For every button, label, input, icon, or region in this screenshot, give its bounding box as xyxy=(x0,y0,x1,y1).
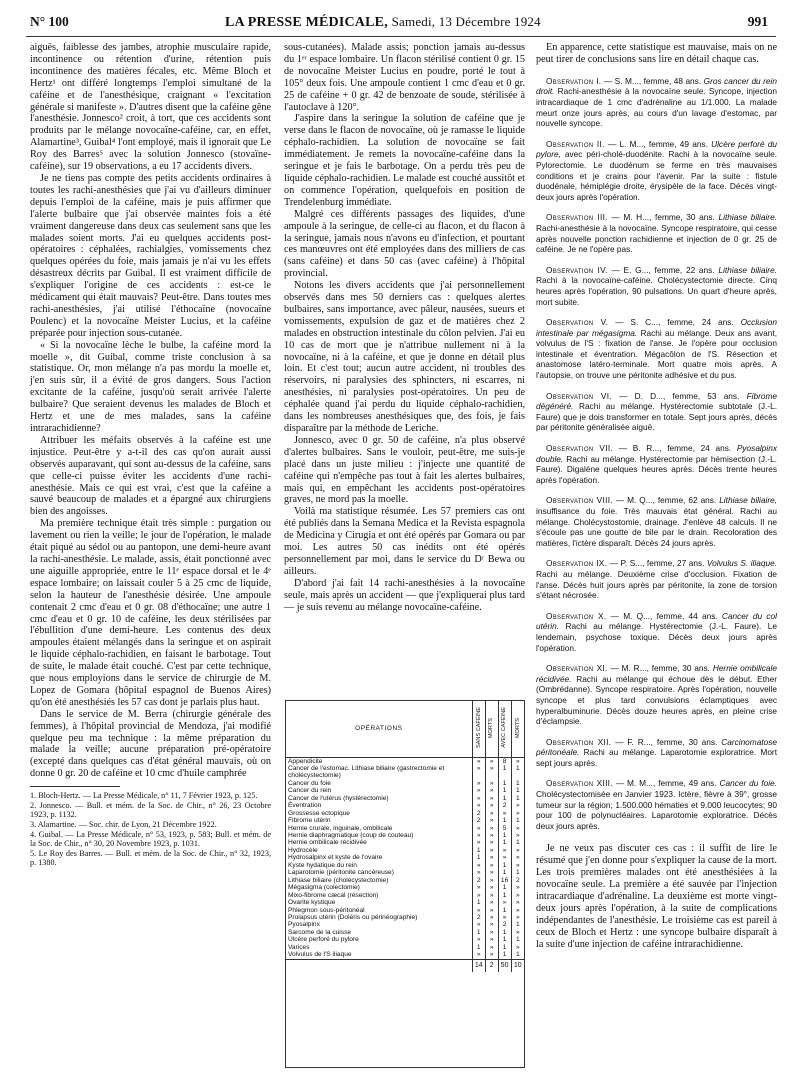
count-cell: » xyxy=(485,765,498,780)
observation-label: Observation IX. xyxy=(546,558,608,569)
paragraph: Je ne veux pas discuter ces cas : il suffit de lire le résumé que j'en donne pour s'expliquer la cause de la mort. Les trois premières malades ont été anesthésiées à la novocaïne seule. La première a été sauvée par l'injection intracardiaque d'adrénaline. La deuxième est morte vingt-deux jours après l'opération, à la suite de complications indépendantes de l'anesthésie. Le troisième cas est pareil à ceux de Bloch et Hertz : une syncope bulbaire disparaît à la suite d'une injection de caféine intrarachidienne. xyxy=(536,843,777,950)
paragraph: Jonnesco, avec 0 gr. 50 de caféine, n'a plus observé d'alertes bulbaires. Sans le vouloir, peut-être, me suis-je placé dans un juste milieu : j'injecte une quantité de caféine qui n'empêche pas tout à fait les alertes bulbaires, mais qui, en empêchant les accidents post-opératoires graves, ne mord pas la moelle. xyxy=(284,434,525,506)
total-cell: 50 xyxy=(498,959,511,972)
count-cell: 1 xyxy=(472,944,485,951)
observation-label: Observation I. xyxy=(546,75,602,86)
count-cell: » xyxy=(498,847,511,854)
observation xyxy=(536,611,777,653)
observation-patient: — M. Q..., femme, 62 ans. xyxy=(612,495,720,506)
count-cell: 1 xyxy=(511,869,524,876)
count-cell: 1 xyxy=(511,921,524,928)
observation xyxy=(536,317,777,381)
operation-cell: Kyste hydatique du rein xyxy=(288,861,357,869)
count-cell: » xyxy=(472,787,485,794)
paragraph: Malgré ces différents passages des liquides, d'une ampoule à la seringue, de celle-ci au flacon, et du flacon à la seringue, jamais nous n'avons eu d'infection, et pourtant ces manœuvres ont été employées dans des milliers de cas (sans caféine) et dans 50 cas (avec caféine) à l'hôpital provincial. xyxy=(284,208,525,280)
observation-diagnosis: Fibrome dégénéré. xyxy=(536,390,777,412)
footnote: 2. Jonnesco. — Bull. et mém. de la Soc. de Chir., n° 26, 23 Octobre 1923, p. 1132. xyxy=(30,800,271,820)
table-row xyxy=(286,787,524,794)
count-cell: » xyxy=(485,802,498,809)
operation-cell: Cancer du foie xyxy=(288,779,331,787)
observation-diagnosis: Cancer du col utérin. xyxy=(536,610,777,632)
paragraph: Notons les divers accidents que j'ai personnellement observés dans mes 50 derniers cas : quelques alertes bulbaires, sans importance, avec pâleur, nausées, sueurs et vomissements, expulsion de gaz et de matières chez 2 malades en obstruction intestinale du côlon pelvien. J'ai eu 10 cas de mort que je n'attribue nullement ni à la novocaïne, ni à la caféine, et que je donne en détail plus loin. Et c'est tout; aucun autre accident, ni troubles des réservoirs, ni paralysies des sphincters, ni escarres, ni anesthésies, ni paralysies post-opératoires. Un peu de céphalée quand j'ai perdu du liquide céphalo-rachidien, dans les nombreuses anesthésiques que, des fois, je fais disparaître par la méthode de Leriche. xyxy=(284,280,525,434)
count-cell: » xyxy=(485,936,498,943)
observation-text: insuffisance du foie. Très mauvais état général. Rachi au mélange. Cholécystostomie, drainage. J'enlève 48 calculs. Il ne s'écoule pas une goutte de bile par le drain. Recoloration des matières, l'ictère disparaît. Décès 24 jours après. xyxy=(536,506,777,548)
count-cell: 1 xyxy=(498,892,511,899)
count-cell: » xyxy=(511,810,524,817)
observation-patient: — F. R..., femme, 30 ans. xyxy=(611,736,722,747)
count-cell: 1 xyxy=(511,787,524,794)
observation-label: Observation VI. xyxy=(546,390,612,401)
observation-text: Rachi au mélange. Laparotomie exploratrice. Mort sept jours après. xyxy=(536,747,777,768)
observation-patient: — M. Q..., femme, 44 ans. xyxy=(606,610,722,621)
observation xyxy=(536,391,777,433)
count-cell: » xyxy=(511,884,524,891)
count-cell: » xyxy=(511,847,524,854)
count-cell: » xyxy=(498,810,511,817)
observation xyxy=(536,443,777,485)
observation-diagnosis: Lithiase biliaire. xyxy=(718,264,777,275)
table-row xyxy=(286,832,524,839)
operation-cell: Hydrosalpinx et kyste de l'ovaire xyxy=(288,854,383,862)
count-cell: » xyxy=(472,951,485,959)
count-cell: 1 xyxy=(498,936,511,943)
table-header-row xyxy=(286,701,524,757)
operation-cell: Ovarite kystique xyxy=(288,899,336,907)
count-cell: » xyxy=(485,862,498,869)
table-row xyxy=(286,944,524,951)
observation-label: Observation II. xyxy=(546,138,605,149)
count-cell: 1 xyxy=(511,765,524,780)
header-col xyxy=(472,701,485,757)
observation-text: avec péri-cholé-duodénite. Rachi à la novocaïne seule. Pylorectomie. Le duodénum se ferme en très mauvaises conditions et je crains pour l'avenir. Par la suite : fistule duodénale, hémiplégie droite, érysipèle de la face. Décès vingt-deux jours après l'opération. xyxy=(536,149,777,202)
header-rule xyxy=(26,36,776,37)
observation-patient: — P. S..., femme, 27 ans. xyxy=(607,558,707,569)
table-row xyxy=(286,780,524,787)
count-cell: » xyxy=(472,936,485,943)
count-cell: 1 xyxy=(472,854,485,861)
table-row xyxy=(286,907,524,914)
count-cell: 1 xyxy=(498,951,511,959)
column-3 xyxy=(536,42,777,951)
count-cell: » xyxy=(485,921,498,928)
table-row xyxy=(286,892,524,899)
operation-cell: Cancer de l'utérus (hystérectomie) xyxy=(288,794,389,802)
observation-patient: — S. M..., femme, 48 ans. xyxy=(601,75,704,86)
observation-text: Rachi-anesthésie à la novocaïne. Syncope respiratoire, qui cesse après nouvelle ponction rachidienne et injection de 0 gr. 25 de caféine. Je ne l'opère pas. xyxy=(536,222,777,255)
count-cell: 5 xyxy=(498,825,511,832)
count-cell: » xyxy=(472,907,485,914)
count-cell: » xyxy=(472,892,485,899)
count-cell: 16 xyxy=(498,877,511,884)
count-cell: 2 xyxy=(498,921,511,928)
observation-label: Observation XII. xyxy=(546,736,612,747)
count-cell: » xyxy=(472,765,485,780)
table-row xyxy=(286,869,524,876)
count-cell: » xyxy=(511,854,524,861)
count-cell: 2 xyxy=(511,877,524,884)
table-row xyxy=(286,802,524,809)
count-cell: 1 xyxy=(472,847,485,854)
count-cell: 1 xyxy=(498,780,511,787)
observation xyxy=(536,139,777,203)
operation-cell: Lithiase biliaire (cholécystectomie) xyxy=(288,876,389,884)
page-number: 991 xyxy=(747,14,768,29)
observation-label: Observation VIII. xyxy=(546,495,613,506)
operation-cell: Sarcome de la cuisse xyxy=(288,928,352,936)
observation-diagnosis: Occlusion intestinale par mégasigma. xyxy=(536,317,777,338)
count-cell: » xyxy=(511,825,524,832)
count-cell: » xyxy=(511,899,524,906)
observation-diagnosis: Hernie ombilicale récidivée. xyxy=(536,663,778,684)
count-cell: 1 xyxy=(498,795,511,802)
count-cell: » xyxy=(511,907,524,914)
header-sans-cafeine: SANS CAFÉINE xyxy=(475,707,482,749)
operation-cell: Hernie crurale, inguinale, ombilicale xyxy=(288,824,393,832)
observation-patient: — S. C..., femme, 24 ans. xyxy=(608,317,741,328)
count-cell: » xyxy=(472,780,485,787)
observation-text: Rachi au mélange qui échoue dès le début. Ether (Ombrédanne). Syncope respiratoire. Après l'opération, nouvelle syncope et plus tard convulsions éclamptiques avec hyperalbuminurie. Décès douze heures après, en pleine crise d'éclampsie. xyxy=(536,673,777,727)
table-row xyxy=(286,765,524,780)
count-cell: 1 xyxy=(498,862,511,869)
paragraph: Attribuer les méfaits observés à la caféine est une injustice. Peut-être y a-t-il des cas qu'on aurait aussi observés auparavant, qui sont au-dessus de la caféine, sans que celle-ci puisse éviter les accidents d'une rachi-anesthésie. Mais ce qui est vrai, c'est que la caféine a sauvé beaucoup de malades et a épargné aux chirurgiens bien des angoisses. xyxy=(30,434,271,518)
count-cell: » xyxy=(511,802,524,809)
observation-label: Observation III. xyxy=(546,212,608,223)
table-row xyxy=(286,921,524,928)
table-row xyxy=(286,951,524,959)
observation xyxy=(536,265,777,307)
observation-text: Rachi-anesthésie à la novocaïne seule. Syncope, injection intracardiaque de 1 cmc d'adrénaline au 1/1.000. La malade meurt onze jours après, au cours d'un lavage d'estomac, par nouvelle syncope. xyxy=(536,86,777,129)
count-cell: » xyxy=(485,914,498,921)
table-row xyxy=(286,854,524,861)
count-cell: 2 xyxy=(472,817,485,824)
count-cell: » xyxy=(485,817,498,824)
observation-text: Rachi à la novocaïne-caféine. Cholécystectomie directe. Cinq heures après l'opération, 90 pulsations. Un quart d'heure après, mort subite. xyxy=(536,275,777,307)
count-cell: 1 xyxy=(511,951,524,959)
count-cell: » xyxy=(485,892,498,899)
count-cell: 1 xyxy=(472,899,485,906)
observation-diagnosis: Lithiase biliaire. xyxy=(718,212,777,223)
operation-cell: Ulcère perforé du pylore xyxy=(288,936,359,944)
count-cell: 1 xyxy=(511,839,524,846)
footnote: 4. Guibal. — La Presse Médicale, n° 53, 1923, p. 583; Bull. et mém. de la Soc. de Chir., n° 30, 20 Novembre 1923, p. 1031. xyxy=(30,829,271,849)
observation-patient: — B. R..., femme, 24 ans. xyxy=(613,443,737,454)
operation-cell: Varices xyxy=(288,943,310,951)
observation-label: Observation V. xyxy=(546,317,609,328)
observation-patient: — D. D..., femme, 53 ans. xyxy=(611,390,747,401)
count-cell: 1 xyxy=(511,817,524,824)
count-cell: » xyxy=(485,832,498,839)
table-row xyxy=(286,795,524,802)
count-cell: 2 xyxy=(472,877,485,884)
paragraph: En apparence, cette statistique est mauvaise, mais on ne peut tirer de conclusions sans lire en détail chaque cas. xyxy=(536,42,777,65)
observation-patient: — M. H..., femme, 30 ans. xyxy=(607,212,719,223)
observation-diagnosis: Volvulus S. iliaque. xyxy=(706,558,778,569)
count-cell: » xyxy=(485,899,498,906)
operation-cell: Phlegmon sous-péritonéal xyxy=(288,906,365,914)
total-cell: 14 xyxy=(472,959,485,972)
count-cell: 1 xyxy=(498,817,511,824)
count-cell: 1 xyxy=(498,832,511,839)
operation-cell: Hernie ombilicale récidivée xyxy=(288,839,367,847)
table-row xyxy=(286,936,524,943)
count-cell: » xyxy=(485,780,498,787)
header-morts: MORTS xyxy=(488,717,495,738)
paragraph: Voilà ma statistique résumée. Les 57 premiers cas ont été publiés dans la Semana Medica et la Revista espagnola de Medicina y Cirugia et ont été opérés par Gomara ou par moi. Les autres 50 cas inédits ont été opérés personnellement par moi, dans le service du Dʳ Bewa ou ailleurs. xyxy=(284,506,525,577)
operation-cell: Mégasigma (colectomie) xyxy=(288,884,360,892)
issue-date: Samedi, 13 Décembre 1924 xyxy=(391,14,541,29)
operation-cell: Éventration xyxy=(288,802,322,810)
observation-text: Rachi au mélange. Deux ans avant, volvulus de l'S : fixation de l'anse. Je l'opère pour occlusion intestinale et éventration. Mégacôlon de l'S. Résection et anastomose latéro-terminale. Mort quatre mois après. A l'autopsie, on trouve une péritonite adhésive et du pus. xyxy=(536,327,777,381)
paragraph: aiguës, faiblesse des jambes, atrophie musculaire rapide, incontinence ou rétention d'urine, rétention puis incontinence des matières fécales, etc. Même Bloch et Hertz¹ ont différé longtemps l'emploi simultané de la caféine et de l'anesthésique, craignant « l'excitation générale si manifeste ». D'autres disent que la caféine gêne l'anesthésie. Jonnesco² croit, à tort, que ces accidents sont produits par le mélange novocaïne-caféine, car, en effet, Alamartine³, Guibal⁴ l'ont employé, mais il ignorait que Le Roy des Barres⁵ avec la solution Jonnesco (stovaïne-caféine), sur 19 observations, a eu 17 accidents divers. xyxy=(30,42,271,173)
statistics-table xyxy=(285,700,525,1068)
observation-patient: — M. R..., femme, 30 ans. xyxy=(607,663,713,674)
observation-label: Observation IV. xyxy=(546,264,608,275)
footnote: 5. Le Roy des Barres. — Bull. et mém. de la Soc. de Chir., n° 32, 1923, p. 1380. xyxy=(30,848,271,868)
count-cell: » xyxy=(485,847,498,854)
observation xyxy=(536,778,777,831)
table-row xyxy=(286,884,524,891)
count-cell: » xyxy=(472,884,485,891)
count-cell: 1 xyxy=(498,884,511,891)
count-cell: 8 xyxy=(498,757,511,765)
count-cell: » xyxy=(498,854,511,861)
count-cell: » xyxy=(498,899,511,906)
observation-label: Observation XIII. xyxy=(546,778,613,789)
table-row xyxy=(286,847,524,854)
issue-number: N° 100 xyxy=(30,14,69,29)
paragraph: D'abord j'ai fait 14 rachi-anesthésies à la novocaïne seule, mais après un accident — que j'expliquerai plus tard — je suis revenu au mélange novocaïne-caféine. xyxy=(284,577,525,613)
total-cell: 10 xyxy=(511,959,524,972)
count-cell: 2 xyxy=(472,914,485,921)
header-avec-cafeine: AVEC CAFÉINE xyxy=(501,707,508,749)
count-cell: 1 xyxy=(498,907,511,914)
count-cell: 1 xyxy=(498,944,511,951)
operation-cell: Laparotomie (péritonite cancéreuse) xyxy=(288,869,394,877)
observation-patient: — L. M..., femme, 49 ans. xyxy=(604,138,712,149)
count-cell: 1 xyxy=(498,787,511,794)
observation-diagnosis: Pyosalpinx double. xyxy=(536,443,777,464)
operation-cell: Cancer du rein xyxy=(288,787,332,795)
operation-cell: Mixo-fibrome cæcal (résection) xyxy=(288,891,379,899)
journal-title xyxy=(225,14,541,31)
observation-text: Rachi au mélange. Hystérectomie subtotale (J.-L. Faure) que je dois transformer en totale. Sept jours après, décès par péritonite généralisée aiguë. xyxy=(536,401,777,433)
observation-text: Rachi au mélange. Hystérectomie (J.-L. Faure). Le lendemain, psychose toxique. Décès deux jours après l'opération. xyxy=(536,621,777,653)
count-cell: » xyxy=(472,825,485,832)
operation-cell: Fibrome utérin xyxy=(288,817,331,825)
operation-cell: Prolapsus utérin (Doléris ou périnéographie) xyxy=(288,914,418,922)
observation-diagnosis: Lithiase biliaire, xyxy=(719,495,777,506)
count-cell: » xyxy=(485,951,498,959)
count-cell: » xyxy=(485,929,498,936)
observation-diagnosis: Cancer du foie. xyxy=(719,778,777,789)
count-cell: » xyxy=(472,839,485,846)
count-cell: » xyxy=(485,869,498,876)
count-cell: » xyxy=(511,929,524,936)
observation-patient: — E. G..., femme, 22 ans. xyxy=(607,264,719,275)
operation-cell: Hernie diaphragmatique (coup de couteau) xyxy=(288,832,414,840)
paragraph: sous-cutanées). Malade assis; ponction jamais au-dessus du 1ᵉʳ espace lombaire. Un flacon stérilisé contient 0 gr. 15 de novocaïne Meister Lucius en poudre, porté le tout à 105° deux fois. Une ampoule contient 1 cmc d'eau et 0 gr. 25 de caféine + 0 gr. 42 de benzoate de soude, stérilisée à l'autoclave à 120°. xyxy=(284,42,525,113)
paragraph: Ma première technique était très simple : purgation ou lavement ou rien la veille; le jour de l'opération, le malade était piqué au sédol ou au pantopon, une demi-heure avant la rachi-anesthésie. Le malade, assis, était ponctionné avec une aiguille appropriée, entre le 11ᵉ espace dorsal et le 4ᵉ espace lombaire; on laissait couler 5 à 25 cmc de liquide, selon la hauteur de l'anesthésie désirée. Une ampoule contenait 2 cmc d'eau et 0 gr. 08 d'éthocaïne; une autre 1 cmc d'eau et 0 gr. 10 de caféine, les deux stérilisées par l'ébullition d'une demi-heure. Les contenus des deux ampoules étaient mélangés dans la seringue et on aspirait le liquide céphalo-rachidien, en faisant le barbotage. Tout de suite, le malade était couché. C'est par cette technique, que nous employions dans le service de chirurgie de M. Lopez de Gomara (hôpital espagnol de Buenos Aires) qu'on été anesthésiés les 57 cas dont je parlais plus haut. xyxy=(30,518,271,708)
count-cell: 2 xyxy=(498,802,511,809)
count-cell: 1 xyxy=(511,780,524,787)
count-cell: 1 xyxy=(511,936,524,943)
observation-text: Rachi au mélange. Hystérectomie par hémisection (J.-L. Faure). Digalène quelques heures après. Décès trente heures après l'opération. xyxy=(536,453,777,485)
column-2 xyxy=(284,42,525,614)
column-1 xyxy=(30,42,271,868)
page-header xyxy=(0,14,800,34)
count-cell: 1 xyxy=(498,869,511,876)
table-row xyxy=(286,810,524,817)
observation xyxy=(536,76,777,129)
count-cell: » xyxy=(485,907,498,914)
count-cell: » xyxy=(485,877,498,884)
header-operations: OPÉRATIONS xyxy=(286,701,472,757)
paragraph: J'aspire dans la seringue la solution de caféine que je verse dans le flacon de novocaïne, où je ramasse le liquide céphalo-rachidien. La solution de novocaïne se fait immédiatement. Je remets la novocaïne-caféine dans la seringue et je fais le barbotage. On a perdu très peu de liquide céphalo-rachidien. Le malade est couché aussitôt et on commence l'opération, quelquefois en position de Trendelenburg immédiate. xyxy=(284,113,525,208)
observations-list xyxy=(536,76,777,832)
table-row xyxy=(286,825,524,832)
count-cell: 1 xyxy=(498,765,511,780)
header-morts: MORTS xyxy=(514,717,521,738)
count-cell: » xyxy=(485,884,498,891)
count-cell: » xyxy=(511,892,524,899)
operation-cell: Cancer de l'estomac. Lithiase biliaire (gastrectomie et cholécystectomie) xyxy=(288,764,445,780)
observation xyxy=(536,495,777,548)
count-cell: » xyxy=(498,914,511,921)
table-row xyxy=(286,877,524,884)
count-cell: » xyxy=(511,757,524,765)
operation-cell: Volvulus de l'S iliaque xyxy=(288,951,352,959)
count-cell: 1 xyxy=(498,929,511,936)
operation-cell: Grossesse ectopique xyxy=(288,809,350,817)
observation-label: Observation X. xyxy=(546,610,607,621)
count-cell: » xyxy=(472,832,485,839)
table-row xyxy=(286,839,524,846)
footnote: 1. Bloch-Hertz. — La Presse Médicale, n° 11, 7 Février 1923, p. 125. xyxy=(30,791,258,801)
operation-cell: Appendicite xyxy=(288,757,323,765)
observation xyxy=(536,558,777,600)
count-cell: 1 xyxy=(511,795,524,802)
count-cell: 1 xyxy=(472,929,485,936)
header-col xyxy=(498,701,511,757)
count-cell: » xyxy=(472,869,485,876)
count-cell: » xyxy=(511,832,524,839)
operation-cell: Hydrocèle xyxy=(288,846,318,854)
table-row xyxy=(286,914,524,921)
journal-name: LA PRESSE MÉDICALE, xyxy=(225,15,388,30)
total-cell xyxy=(286,959,472,972)
count-cell: » xyxy=(485,810,498,817)
count-cell: » xyxy=(511,914,524,921)
count-cell: » xyxy=(485,795,498,802)
count-cell: » xyxy=(485,839,498,846)
count-cell: » xyxy=(511,862,524,869)
header-col xyxy=(485,701,498,757)
count-cell: » xyxy=(472,802,485,809)
table-total-row xyxy=(286,959,524,972)
count-cell: » xyxy=(472,757,485,765)
observation-label: Observation XI. xyxy=(546,663,608,674)
observation-patient: — M. M..., femme, 49 ans. xyxy=(612,778,720,789)
count-cell: » xyxy=(485,825,498,832)
table-row xyxy=(286,757,524,765)
count-cell: » xyxy=(511,944,524,951)
observation xyxy=(536,663,777,727)
count-cell: » xyxy=(485,854,498,861)
footnote: 3. Alamartine. — Soc. chir. de Lyon, 21 Décembre 1922. xyxy=(30,819,217,829)
count-cell: 2 xyxy=(472,810,485,817)
count-cell: 1 xyxy=(498,839,511,846)
observation-diagnosis: Carcinomatose péritonéale. xyxy=(536,736,778,758)
table-row xyxy=(286,899,524,906)
footnote-rule xyxy=(30,786,120,787)
count-cell: » xyxy=(485,944,498,951)
observation-diagnosis: Gros cancer du rein droit. xyxy=(536,75,777,97)
count-cell: » xyxy=(472,862,485,869)
count-cell: » xyxy=(472,795,485,802)
count-cell: » xyxy=(485,757,498,765)
table-row xyxy=(286,817,524,824)
paragraph: Je ne tiens pas compte des petits accidents ordinaires à toutes les rachi-anesthésies que j'ai vu d'ailleurs diminuer depuis l'emploi de la caféine, mais je puis affirmer que l'alerte bulbaire que j'ai observée maintes fois a été vraiment dangereuse dans deux cas seulement sans que les malades soient morts. J'ai eu quelques accidents post-opératoires : céphalées, rachialgies, vomissements chez quelques opérées du foie, mais jamais je n'ai vu les effets désastreux décrits par Guibal. Il est vraiment difficile de s'expliquer l'origine de ces accidents : est-ce le médicament qui était mauvais? Peut-être. Dans toutes mes rachi-anesthésies, j'ai utilisé l'éthocaïne (novocaïne Poulenc) et la novocaïne Meister Lucius, et la caféine préparée pour injection sous-cutanée. xyxy=(30,172,271,339)
observation xyxy=(536,737,777,769)
header-col xyxy=(511,701,524,757)
observation-label: Observation VII. xyxy=(546,443,614,454)
count-cell: » xyxy=(485,787,498,794)
observation xyxy=(536,212,777,254)
count-cell: » xyxy=(472,921,485,928)
observation-diagnosis: Ulcère perforé du pylore, xyxy=(536,138,777,160)
paragraph: Dans le service de M. Berra (chirurgie générale des femmes), à l'hôpital provincial de Mendoza, j'ai modifié quelque peu ma technique : la même préparation du malade la veille; aucune préparation pré-opératoire (excepté dans quelques cas d'état général mauvais, où on donne 0 gr. 20 de caféine et 10 cmc d'huile camphrée xyxy=(30,708,271,780)
operation-cell: Pyosalpinx xyxy=(288,921,320,929)
paragraph: « Si la novocaïne lèche le bulbe, la caféine mord la moelle », dit Guibal, comme triste conclusion à sa statistique. Or, mon mélange n'a pas mordu la moelle et, j'en suis sûr, il a évité de gros dangers. Sous l'action excitante de la caféine, jusqu'où serait arrivée l'alerte bulbaire? Que seraient devenus les malades de Bloch et Hertz et une de mes malades, sans la caféine intrarachidienne? xyxy=(30,339,271,434)
table-row xyxy=(286,862,524,869)
total-cell: 2 xyxy=(485,959,498,972)
observation-text: Rachi au mélange. Deuxième crise d'occlusion. Fixation de l'anse. Décès huit jours après par péritonite, la zone de torsion s'étant nécrosée. xyxy=(536,568,777,601)
table-row xyxy=(286,929,524,936)
observation-text: Cholécystectomisée en Janvier 1923. Ictère, fièvre à 39°, grosse tumeur sur la région; 1.500.000 hématies et 9.000 leucocytes; 90 pour 100 de polynucléaires. Laparotomie exploratrice. Décès deux jours après. xyxy=(536,789,777,831)
